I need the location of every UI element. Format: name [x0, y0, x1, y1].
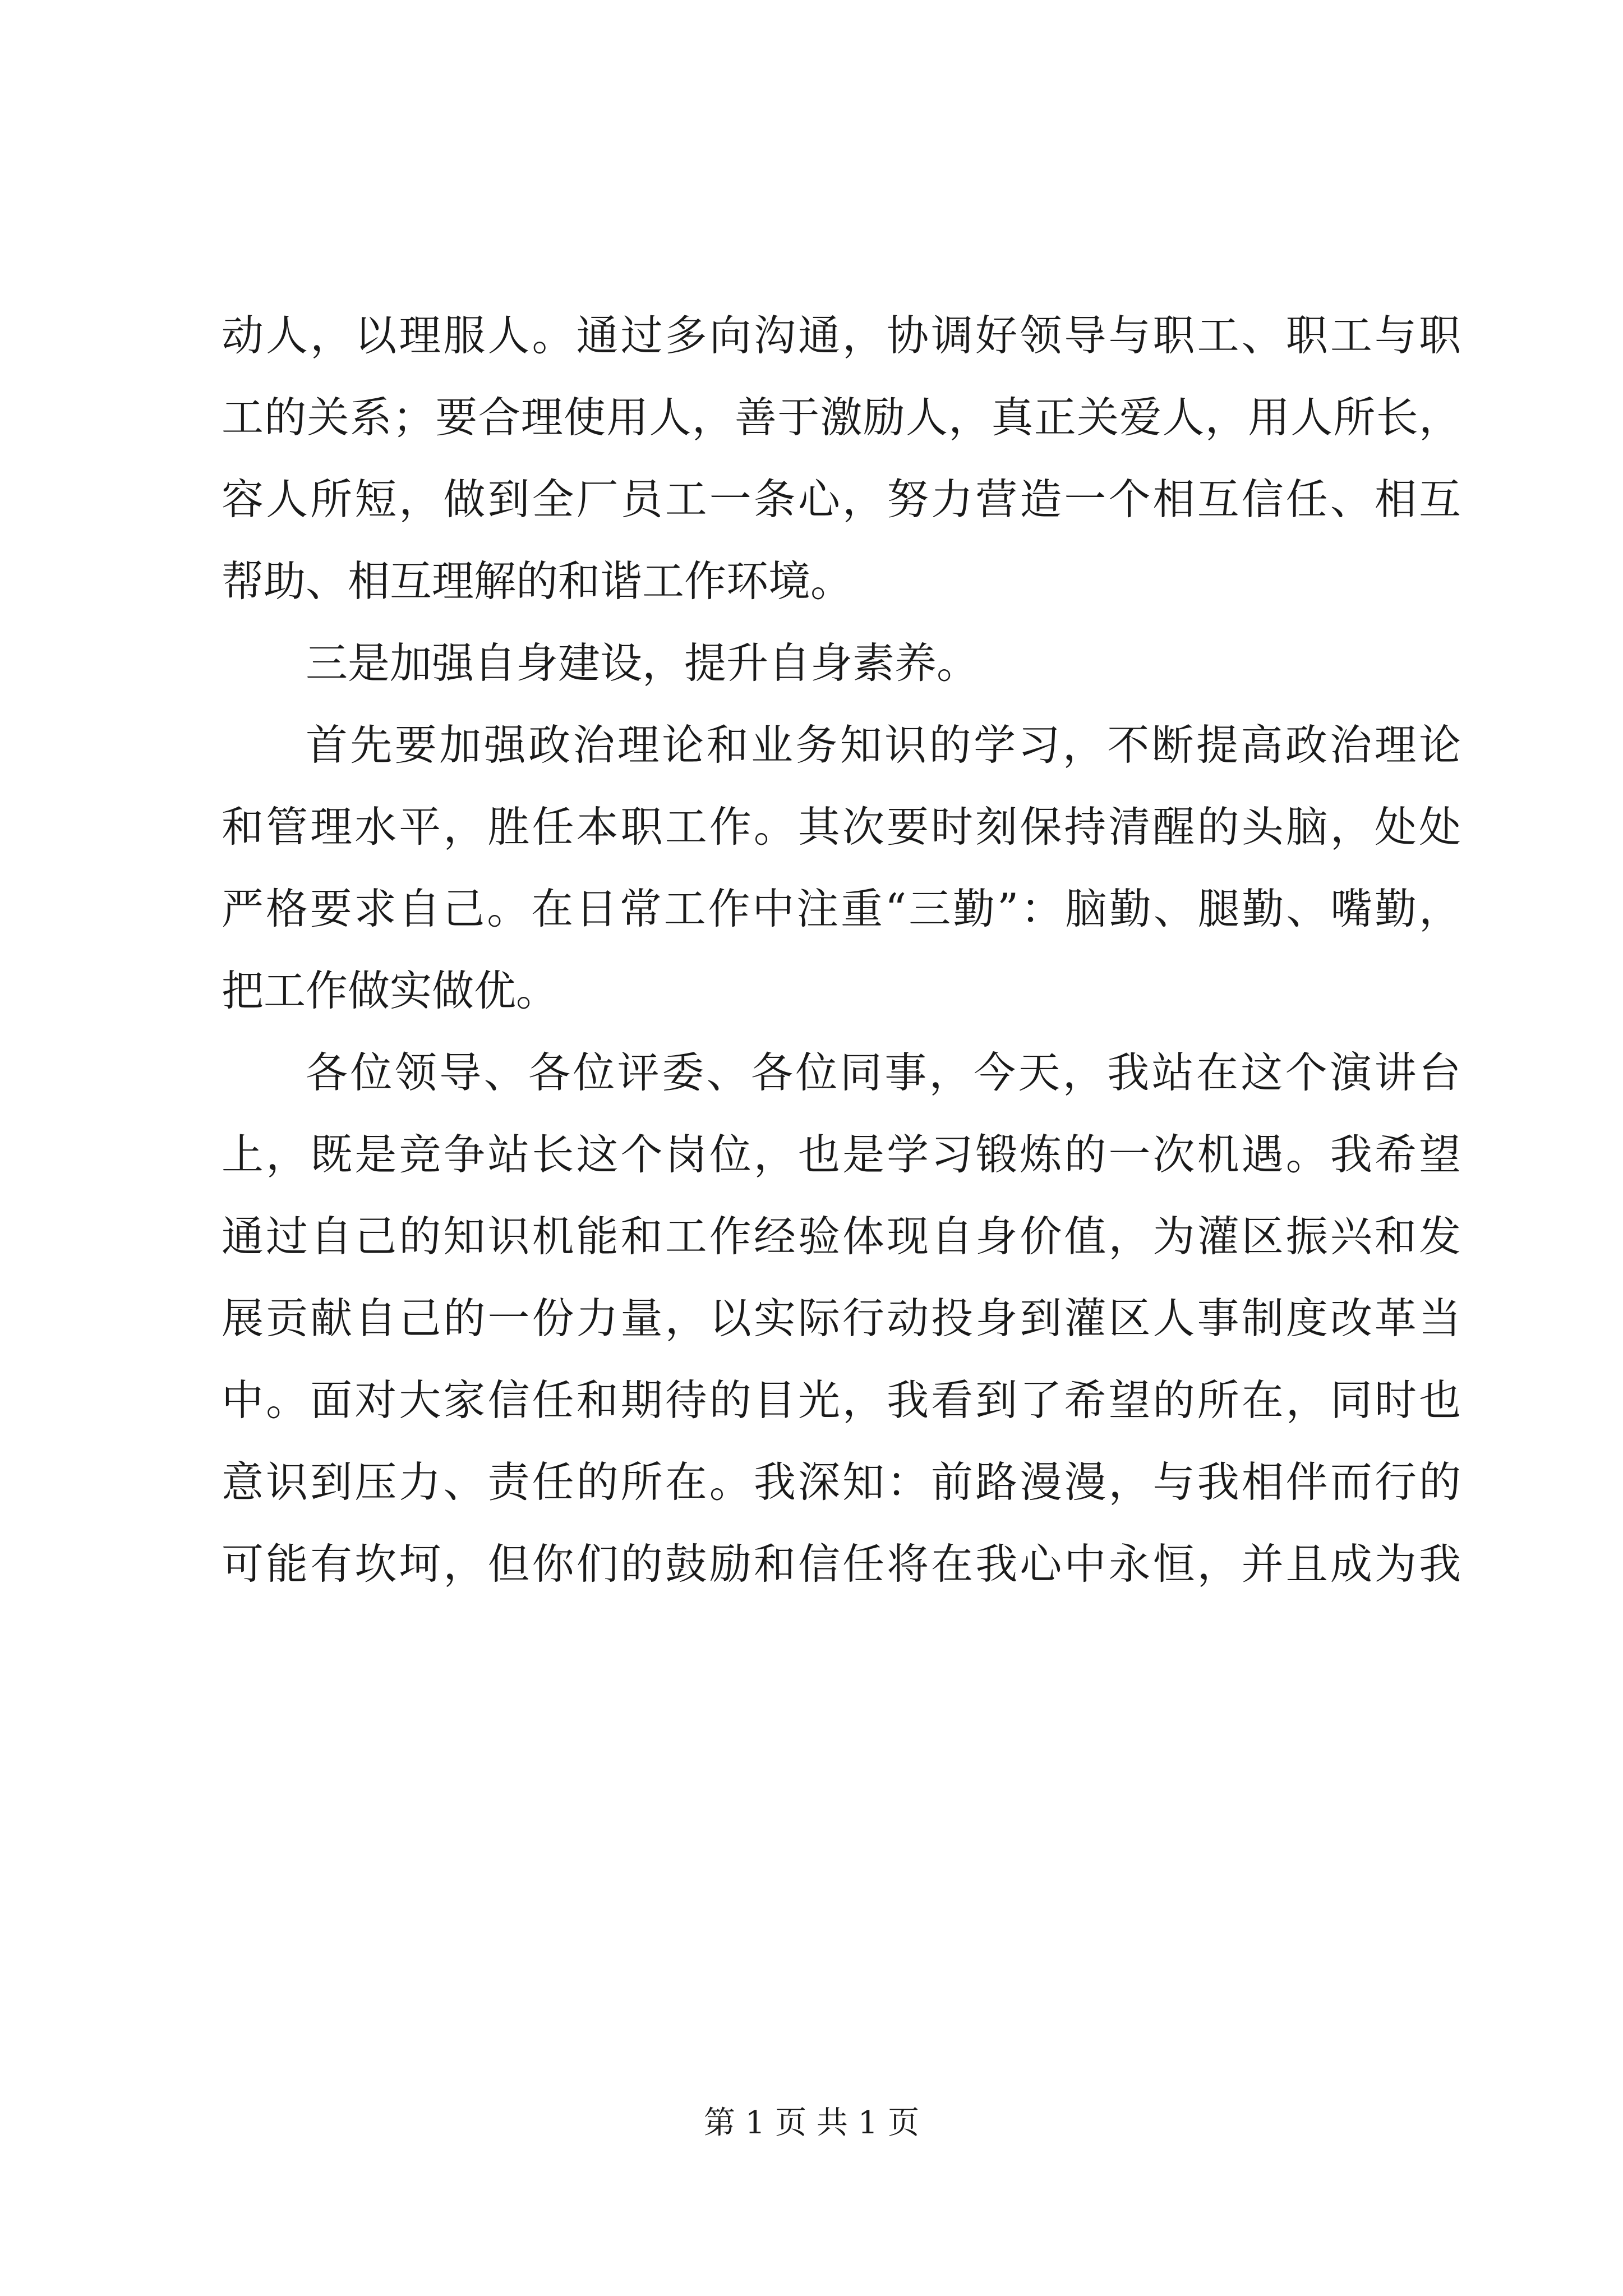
- text-line: 通过自己的知识机能和工作经验体现自身价值，为灌区振兴和发: [222, 1212, 1461, 1261]
- text-line: 首先要加强政治理论和业务知识的学习，不断提高政治理论: [306, 720, 1461, 770]
- section-heading: 三是加强自身建设，提升自身素养。: [306, 638, 979, 688]
- text-line: 展贡献自己的一份力量，以实际行动投身到灌区人事制度改革当: [222, 1294, 1461, 1343]
- text-line: 上，既是竞争站长这个岗位，也是学习锻炼的一次机遇。我希望: [222, 1130, 1461, 1179]
- text-line: 把工作做实做优。: [222, 966, 559, 1015]
- text-line: 工的关系；要合理使用人，善于激励人，真正关爱人，用人所长，: [222, 393, 1461, 442]
- text-line: 帮助、相互理解的和谐工作环境。: [222, 556, 853, 606]
- text-line: 各位领导、各位评委、各位同事，今天，我站在这个演讲台: [306, 1048, 1461, 1097]
- text-line: 中。面对大家信任和期待的目光，我看到了希望的所在，同时也: [222, 1375, 1461, 1425]
- text-line: 严格要求自己。在日常工作中注重“三勤”：脑勤、腿勤、嘴勤，: [222, 884, 1461, 933]
- text-line: 意识到压力、责任的所在。我深知：前路漫漫，与我相伴而行的: [222, 1457, 1461, 1507]
- text-line: 和管理水平，胜任本职工作。其次要时刻保持清醒的头脑，处处: [222, 802, 1461, 852]
- text-line: 可能有坎坷，但你们的鼓励和信任将在我心中永恒，并且成为我: [222, 1539, 1461, 1589]
- body-text: [222, 295, 1461, 1605]
- text-line: 动人，以理服人。通过多向沟通，协调好领导与职工、职工与职: [222, 311, 1461, 360]
- page-footer: 第 1 页 共 1 页: [703, 2105, 920, 2141]
- text-line: 容人所短，做到全厂员工一条心，努力营造一个相互信任、相互: [222, 475, 1461, 524]
